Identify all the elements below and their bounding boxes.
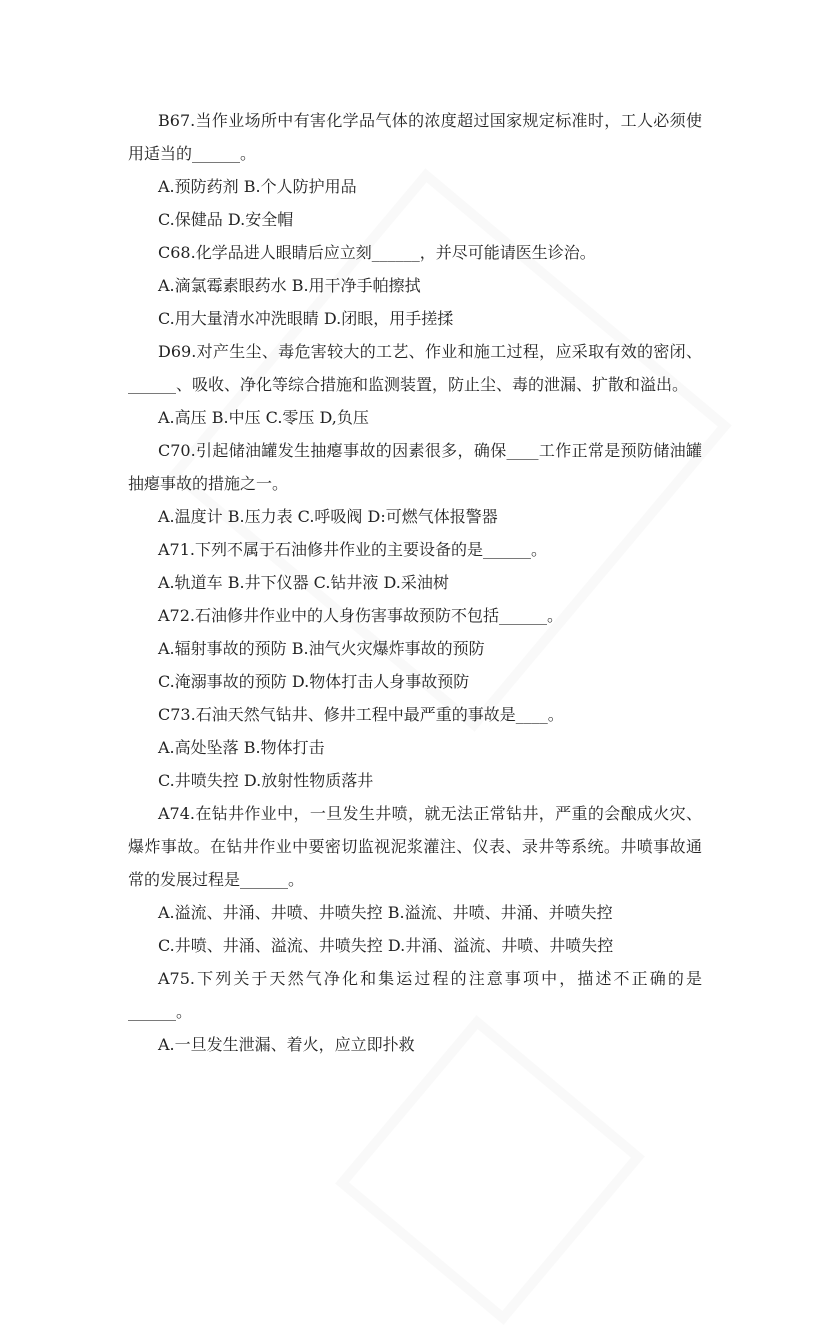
question-a74: A74.在钻井作业中，一旦发生井喷，就无法正常钻井，严重的会酿成火灾、爆炸事故。在钻井作业中要密切监视泥浆灌注、仪表、录井等系统。井喷事故通常的发展过程是______。 <box>128 804 702 889</box>
question-c73: C73.石油天然气钻井、修井工程中最严重的事故是____。 <box>158 705 564 724</box>
options-line: C.用大量清水冲洗眼睛 D.闭眼，用手搓揉 <box>158 309 454 328</box>
options-line: A.一旦发生泄漏、着火，应立即扑救 <box>158 1035 415 1054</box>
options-line: A.高压 B.中压 C.零压 D,负压 <box>158 408 369 427</box>
options-line: A.温度计 B.压力表 C.呼吸阀 D:可燃气体报警器 <box>158 507 498 526</box>
question-b67: B67.当作业场所中有害化学品气体的浓度超过国家规定标准时，工人必须使用适当的______。 <box>128 111 702 163</box>
options-line: A.高处坠落 B.物体打击 <box>158 738 325 757</box>
question-d69: D69.对产生尘、毒危害较大的工艺、作业和施工过程，应采取有效的密闭、______、吸收、净化等综合措施和监测装置，防止尘、毒的泄漏、扩散和溢出。 <box>128 342 702 394</box>
options-line: C.保健品 D.安全帽 <box>158 210 294 229</box>
question-a75: A75.下列关于天然气净化和集运过程的注意事项中，描述不正确的是______。 <box>128 969 702 1021</box>
options-line: C.井喷、井涌、溢流、井喷失控 D.井涌、溢流、井喷、井喷失控 <box>158 936 614 955</box>
options-line: A.辐射事故的预防 B.油气火灾爆炸事故的预防 <box>158 639 485 658</box>
options-line: A.溢流、井涌、井喷、井喷失控 B.溢流、井喷、井涌、并喷失控 <box>158 903 613 922</box>
watermark <box>335 1015 645 1325</box>
question-c70: C70.引起储油罐发生抽瘪事故的因素很多，确保____工作正常是预防储油罐抽瘪事故的措施之一。 <box>128 441 702 493</box>
question-c68: C68.化学品进人眼睛后应立刻______，并尽可能请医生诊治。 <box>158 243 596 262</box>
document-page <box>128 104 702 1061</box>
options-line: C.井喷失控 D.放射性物质落井 <box>158 771 374 790</box>
options-line: C.淹溺事故的预防 D.物体打击人身事故预防 <box>158 672 470 691</box>
options-line: A.预防药剂 B.个人防护用品 <box>158 177 357 196</box>
options-line: A.轨道车 B.井下仪器 C.钻井液 D.采油树 <box>158 573 449 592</box>
options-line: A.滴氯霉素眼药水 B.用干净手帕擦拭 <box>158 276 421 295</box>
question-a72: A72.石油修井作业中的人身伤害事故预防不包括______。 <box>158 606 564 625</box>
question-a71: A71.下列不属于石油修井作业的主要设备的是______。 <box>158 540 548 559</box>
